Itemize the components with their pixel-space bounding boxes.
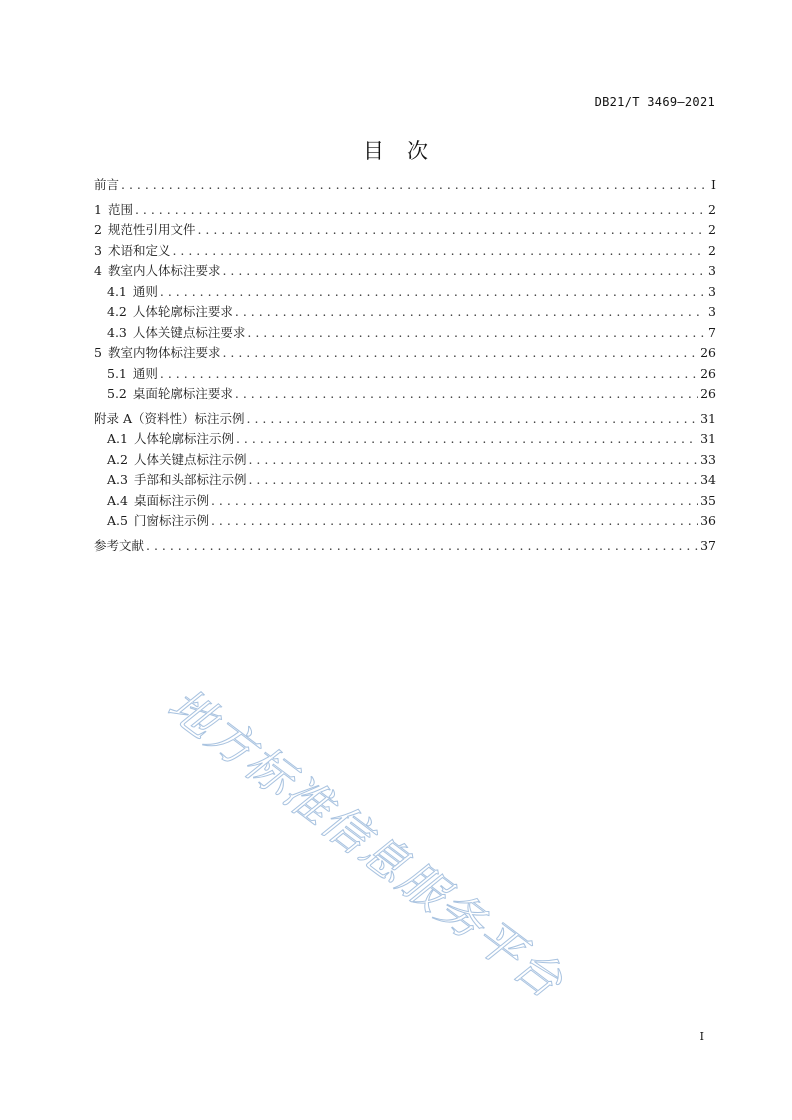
- toc-entry[interactable]: [94, 323, 716, 344]
- toc-entry[interactable]: [94, 450, 716, 471]
- toc-entry-number: 4.2: [107, 304, 127, 319]
- toc-entry-page: 35: [700, 492, 716, 508]
- toc-entry-number: A.5: [107, 513, 128, 528]
- toc-entry-page: 26: [700, 365, 716, 381]
- document-code: DB21/T 3469—2021: [594, 95, 715, 109]
- toc-entry-number: 4: [94, 263, 102, 278]
- toc-entry[interactable]: [94, 343, 716, 364]
- toc-dot-leader: [248, 470, 698, 491]
- toc-entry-title: 参考文献: [94, 537, 145, 553]
- toc-dot-leader: [236, 429, 698, 450]
- toc-entry-page: 31: [700, 431, 716, 446]
- toc-entry-number: 1: [94, 201, 102, 217]
- toc-entry[interactable]: [94, 261, 716, 282]
- toc-entry[interactable]: [94, 200, 716, 221]
- toc-entry-number: A.4: [107, 492, 128, 508]
- toc-dot-leader: [211, 491, 698, 512]
- toc-dot-leader: [222, 343, 698, 364]
- toc-entry-title: 规范性引用文件: [107, 222, 196, 237]
- toc-entry-title: 范围: [107, 201, 133, 217]
- toc-entry-page: 2: [708, 201, 716, 217]
- toc-entry[interactable]: [94, 220, 716, 241]
- toc-dot-leader: [197, 220, 704, 241]
- toc-entry-title: 通则: [132, 283, 158, 299]
- toc-entry[interactable]: [94, 536, 716, 557]
- toc-dot-leader: [121, 175, 704, 196]
- toc-dot-leader: [235, 302, 704, 323]
- toc-entry-title: 通则: [132, 365, 158, 381]
- toc-entry[interactable]: [94, 282, 716, 303]
- toc-entry-page: 7: [708, 324, 716, 340]
- toc-entry-title: 人体轮廓标注示例: [133, 431, 234, 446]
- toc-dot-leader: [160, 364, 698, 385]
- toc-entry-number: A.3: [107, 472, 128, 487]
- toc-entry-title: 前言: [94, 177, 120, 192]
- toc-entry-number: 5.2: [107, 386, 127, 401]
- toc-entry-title: 手部和头部标注示例: [133, 472, 247, 487]
- toc-dot-leader: [146, 536, 698, 557]
- toc-entry-title: 人体关键点标注示例: [133, 451, 247, 467]
- page-number: I: [699, 1030, 704, 1043]
- toc-dot-leader: [172, 241, 704, 262]
- toc-entry-number: 3: [94, 242, 102, 258]
- toc-entry-page: 3: [708, 263, 716, 278]
- toc-entry[interactable]: [94, 384, 716, 405]
- toc-entry-number: 4.1: [107, 283, 127, 299]
- toc-dot-leader: [247, 323, 704, 344]
- toc-entry-page: I: [711, 177, 716, 192]
- watermark-text: 地方标准信息服务平台: [158, 677, 574, 1010]
- toc-entry-number: A.2: [107, 451, 128, 467]
- toc-entry-title: 人体关键点标注要求: [132, 324, 246, 340]
- toc-entry-title: 术语和定义: [107, 242, 171, 258]
- toc-entry-page: 36: [700, 513, 716, 528]
- toc-dot-leader: [247, 409, 699, 430]
- toc-dot-leader: [222, 261, 704, 282]
- toc-entry[interactable]: [94, 364, 716, 385]
- toc-entry[interactable]: [94, 241, 716, 262]
- toc-entry-number: 2: [94, 222, 102, 237]
- toc-entry-page: 34: [700, 472, 716, 487]
- page-title: 目 次: [363, 139, 429, 163]
- toc-entry[interactable]: [94, 470, 716, 491]
- toc-entry-title: 桌面标注示例: [133, 492, 209, 508]
- toc-entry-number: A.1: [107, 431, 128, 446]
- toc-entry-title: 人体轮廓标注要求: [132, 304, 233, 319]
- toc-entry[interactable]: [94, 511, 716, 532]
- toc-dot-leader: [135, 200, 704, 221]
- toc-dot-leader: [211, 511, 698, 532]
- toc-entry-title: 桌面轮廓标注要求: [132, 386, 233, 401]
- toc-entry[interactable]: [94, 175, 716, 196]
- toc-entry-page: 2: [708, 222, 716, 237]
- toc-dot-leader: [248, 450, 698, 471]
- toc-entry[interactable]: [94, 491, 716, 512]
- toc-entry-number: 5.1: [107, 365, 127, 381]
- toc-entry-page: 3: [708, 304, 716, 319]
- toc-entry-page: 31: [700, 410, 716, 426]
- toc-dot-leader: [160, 282, 704, 303]
- toc-entry[interactable]: [94, 429, 716, 450]
- toc-entry-page: 37: [700, 537, 716, 553]
- toc-entry-page: 2: [708, 242, 716, 258]
- table-of-contents: [94, 175, 716, 556]
- toc-dot-leader: [235, 384, 698, 405]
- toc-entry-title: 教室内人体标注要求: [107, 263, 221, 278]
- toc-entry-number: 5: [94, 345, 102, 360]
- toc-entry-page: 33: [700, 451, 716, 467]
- toc-entry[interactable]: [94, 409, 716, 430]
- toc-entry-number: 4.3: [107, 324, 127, 340]
- toc-entry-title: 附录 A（资料性）标注示例: [94, 410, 245, 426]
- toc-entry-title: 门窗标注示例: [133, 513, 209, 528]
- toc-entry-page: 26: [700, 386, 716, 401]
- toc-entry-title: 教室内物体标注要求: [107, 345, 221, 360]
- toc-entry-page: 26: [700, 345, 716, 360]
- toc-entry[interactable]: [94, 302, 716, 323]
- toc-entry-page: 3: [708, 283, 716, 299]
